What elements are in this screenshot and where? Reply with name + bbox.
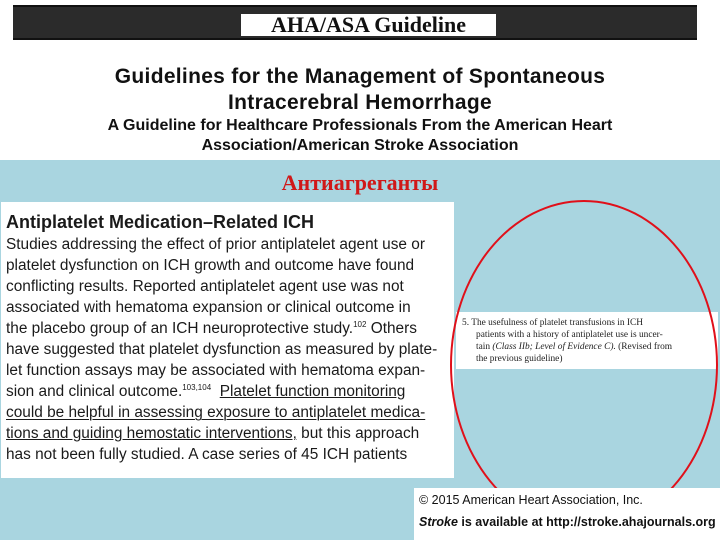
excerpt-line	[6, 423, 449, 444]
recommendation-line: patients with a history of antiplatelet use is uncer-	[476, 330, 663, 340]
copyright-text: © 2015 American Heart Association, Inc.	[419, 493, 643, 507]
recommendation-number: 5.	[462, 318, 470, 328]
article-subtitle-line-2: Association/American Stroke Association	[201, 137, 519, 154]
article-title-line-2: Intracerebral Hemorrhage	[228, 91, 492, 114]
evidence-level: (Class IIb; Level of Evidence C).	[492, 342, 616, 352]
article-title-line-1: Guidelines for the Management of Spontaneous	[114, 65, 606, 88]
recommendation-text: tain	[476, 342, 491, 352]
excerpt-line	[6, 318, 449, 339]
slide-heading: Антиагреганты	[281, 170, 439, 195]
excerpt-line: conflicting results. Reported antiplatelet agent use was not	[6, 278, 404, 295]
excerpt-line	[6, 381, 449, 402]
excerpt-line: platelet dysfunction on ICH growth and outcome have found	[6, 257, 415, 274]
reference-103-104: 103,104	[182, 382, 212, 392]
excerpt-text: sion and clinical outcome.	[6, 383, 183, 400]
excerpt-heading: Antiplatelet Medication–Related ICH	[6, 212, 315, 232]
banner-title: AHA/ASA Guideline	[241, 14, 496, 36]
recommendation-box	[456, 312, 718, 369]
recommendation-line	[462, 317, 716, 329]
recommendation-line: the previous guideline)	[476, 354, 563, 364]
excerpt-text: Others	[370, 320, 417, 337]
journal-url-text: is available at http://stroke.ahajournals.org	[461, 515, 716, 529]
highlighted-text: Platelet function monitoring	[219, 383, 406, 400]
recommendation-text: The usefulness of platelet transfusions in ICH	[471, 318, 644, 328]
article-subtitle-line-1: A Guideline for Healthcare Professionals From the American Heart	[107, 117, 613, 134]
excerpt-line: Studies addressing the effect of prior antiplatelet agent use or	[6, 236, 425, 253]
recommendation-line	[462, 341, 716, 353]
journal-banner	[13, 5, 697, 40]
excerpt-line: has not been fully studied. A case series of 45 ICH patients	[6, 446, 408, 463]
excerpt-text: but this approach	[301, 425, 420, 442]
journal-name: Stroke	[419, 515, 458, 529]
recommendation-text: (Revised from	[618, 342, 673, 352]
copyright-box	[414, 488, 720, 540]
excerpt-line: have suggested that platelet dysfunction as measured by plate-	[6, 341, 438, 358]
article-title-block	[0, 64, 720, 156]
highlighted-text: tions and guiding hemostatic interventions,	[6, 425, 297, 442]
reference-102: 102	[353, 319, 367, 329]
highlighted-line: could be helpful in assessing exposure to antiplatelet medica-	[6, 404, 426, 421]
excerpt-text: the placebo group of an ICH neuroprotective study.	[6, 320, 354, 337]
text-excerpt	[1, 202, 454, 478]
journal-availability	[419, 514, 720, 530]
excerpt-line: let function assays may be associated with hematoma expan-	[6, 362, 426, 379]
excerpt-line: associated with hematoma expansion or clinical outcome in	[6, 299, 411, 316]
